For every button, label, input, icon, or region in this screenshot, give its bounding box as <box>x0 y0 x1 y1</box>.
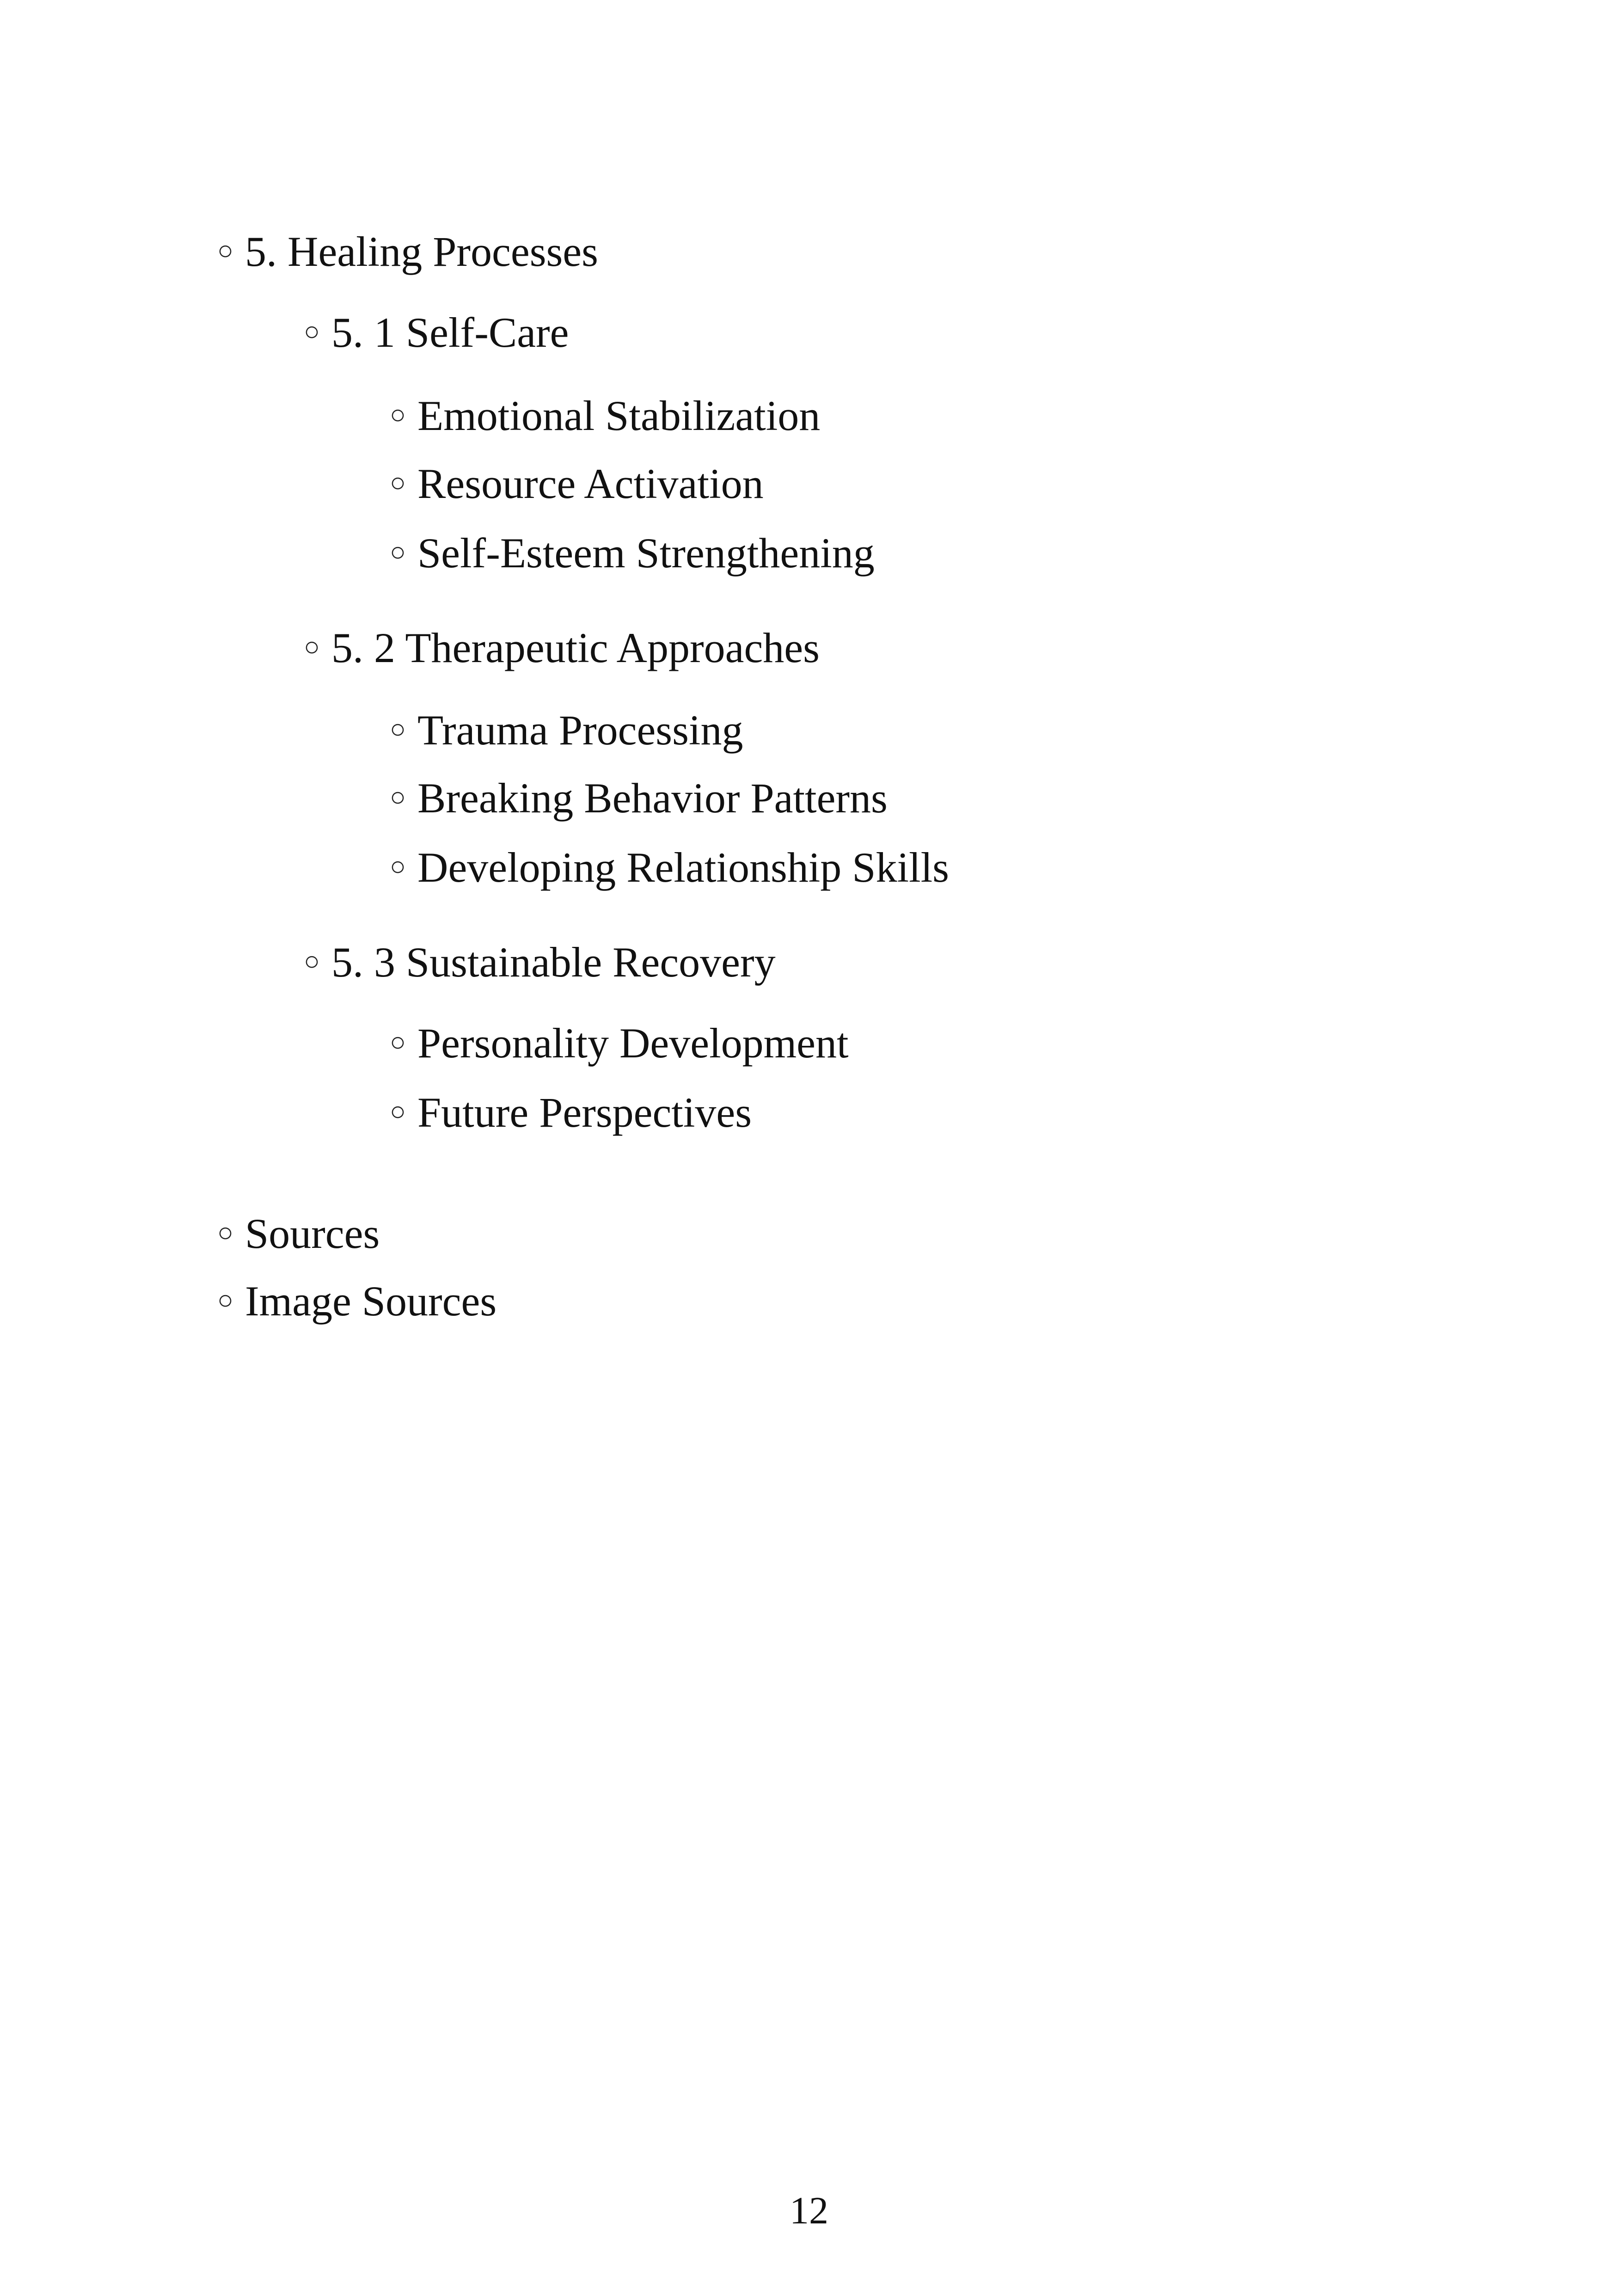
toc-item-label: Developing Relationship Skills <box>417 844 949 891</box>
circle-bullet-icon: ○ <box>390 399 406 430</box>
toc-item-label: Future Perspectives <box>417 1089 752 1136</box>
circle-bullet-icon: ○ <box>390 782 406 812</box>
circle-bullet-icon: ○ <box>304 316 320 346</box>
circle-bullet-icon: ○ <box>304 946 320 976</box>
toc-item-label: Emotional Stabilization <box>417 392 821 439</box>
toc-item-sustainable-recovery[interactable] <box>304 939 776 986</box>
toc-item-sources[interactable] <box>217 1212 380 1255</box>
page-number: 12 <box>790 2189 828 2232</box>
circle-bullet-icon: ○ <box>217 1285 234 1315</box>
toc-item-label: 5. 3 Sustainable Recovery <box>331 939 776 986</box>
toc-item-therapeutic-approaches[interactable] <box>304 626 820 669</box>
toc-item-label: Trauma Processing <box>417 706 743 754</box>
toc-item-label: Resource Activation <box>417 460 764 507</box>
toc-item-label: 5. 2 Therapeutic Approaches <box>331 624 820 671</box>
toc-item-label: 5. Healing Processes <box>245 228 598 275</box>
circle-bullet-icon: ○ <box>390 467 406 497</box>
toc-item-emotional-stabilization[interactable] <box>390 394 820 437</box>
circle-bullet-icon: ○ <box>390 1096 406 1126</box>
toc-item-developing-relationship-skills[interactable] <box>390 846 949 889</box>
toc-item-label: Breaking Behavior Patterns <box>417 774 888 822</box>
toc-item-label: Personality Development <box>417 1019 849 1067</box>
toc-item-label: Self-Esteem Strengthening <box>417 529 875 577</box>
toc-item-label: Sources <box>245 1210 380 1257</box>
circle-bullet-icon: ○ <box>390 537 406 567</box>
circle-bullet-icon: ○ <box>390 1027 406 1057</box>
circle-bullet-icon: ○ <box>217 1217 234 1247</box>
circle-bullet-icon: ○ <box>390 851 406 881</box>
toc-item-healing-processes[interactable] <box>217 230 598 273</box>
toc-item-resource-activation[interactable] <box>390 462 764 505</box>
circle-bullet-icon: ○ <box>390 714 406 744</box>
circle-bullet-icon: ○ <box>217 235 234 265</box>
toc-item-self-esteem-strengthening[interactable] <box>390 529 875 577</box>
toc-item-label: 5. 1 Self-Care <box>331 309 569 356</box>
circle-bullet-icon: ○ <box>304 632 320 662</box>
toc-item-image-sources[interactable] <box>217 1277 497 1325</box>
toc-item-breaking-behavior-patterns[interactable] <box>390 774 888 822</box>
toc-item-future-perspectives[interactable] <box>390 1091 752 1134</box>
toc-item-trauma-processing[interactable] <box>390 706 743 754</box>
toc-item-self-care[interactable] <box>304 311 569 354</box>
toc-item-label: Image Sources <box>245 1277 497 1325</box>
toc-item-personality-development[interactable] <box>390 1019 849 1067</box>
